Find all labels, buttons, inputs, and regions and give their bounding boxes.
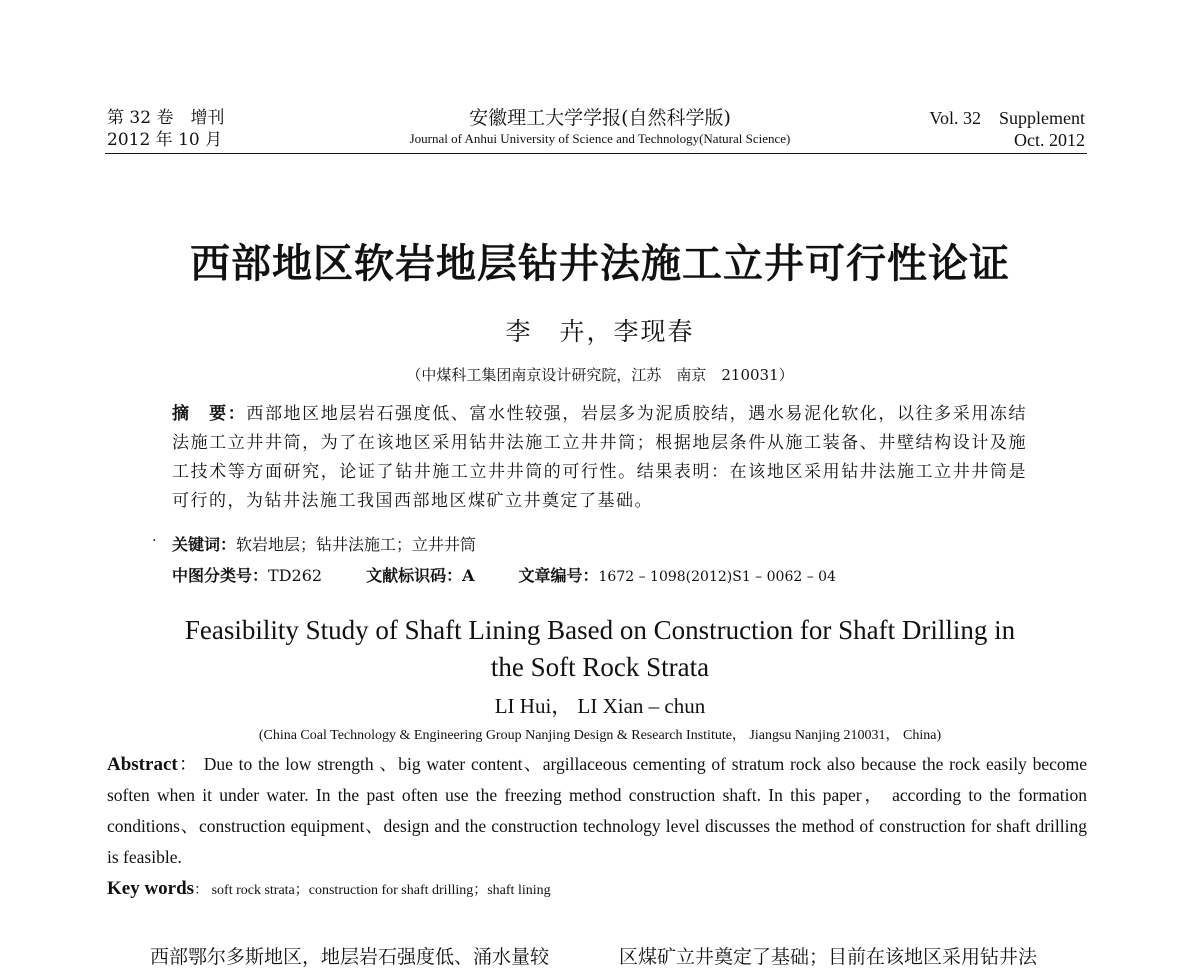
body-right-column-line: 区煤矿立井奠定了基础；目前在该地区采用钻井法 xyxy=(619,946,1038,968)
affiliation-en: (China Coal Technology & Engineering Group Nanjing Design & Research Institute， Jiangsu Nanjing 210031， China) xyxy=(258,728,942,743)
keywords-en-label: Key words xyxy=(107,878,195,899)
keywords-cn-label: 关键词： xyxy=(172,535,237,554)
margin-dot: · xyxy=(152,533,157,549)
doc-code-value: A xyxy=(462,566,475,585)
journal-name-cn: 安徽理工大学学报(自然科学版) xyxy=(469,107,731,129)
header-rule xyxy=(105,153,1087,154)
doc-code-label: 文献标识码： xyxy=(366,566,463,585)
journal-name-en: Journal of Anhui University of Science and Technology(Natural Science) xyxy=(409,131,791,146)
paper-title-cn: 西部地区软岩地层钻井法施工立井可行性论证 xyxy=(190,240,1010,287)
volume-supplement: Vol. 32 Supplement xyxy=(929,108,1085,128)
issue-date-en: Oct. 2012 xyxy=(1014,130,1085,150)
abstract-en-label: Abstract xyxy=(107,754,178,775)
paper-title-en-line1: Feasibility Study of Shaft Lining Based on Construction for Shaft Drilling in xyxy=(184,615,1016,645)
journal-volume-en xyxy=(929,107,1085,151)
body-left-column-line: 西部鄂尔多斯地区，地层岩石强度低、涌水量较 xyxy=(150,946,550,968)
keywords-en-text: ： soft rock strata；construction for shaft drilling；shaft lining xyxy=(194,883,551,898)
authors-en: LI Hui， LI Xian – chun xyxy=(494,694,706,718)
abstract-cn-label: 摘 要： xyxy=(172,404,247,424)
keywords-cn xyxy=(172,532,476,555)
authors-cn: 李 卉，李现春 xyxy=(505,317,695,346)
journal-name xyxy=(300,106,900,148)
issue-date: 2012 年 10 月 xyxy=(107,130,223,150)
abstract-cn xyxy=(172,400,1027,516)
keywords-en xyxy=(107,878,551,900)
abstract-en-text: ： Due to the low strength 、big water content、argillaceous cementing of stratum rock also because the rock easily become soften when it under water. In the past often use the freezing method construction shaft. In this paper， according to the formation conditions、construction equipment、design and the construction technology level discusses the method of construction for shaft drilling is feasible. xyxy=(107,754,1087,867)
article-id-label: 文章编号： xyxy=(518,566,599,585)
abstract-en xyxy=(107,749,1087,873)
affiliation-cn: （中煤科工集团南京设计研究院，江苏 南京 210031） xyxy=(406,366,794,384)
paper-title-en-line2: the Soft Rock Strata xyxy=(490,652,710,682)
paper-title-en xyxy=(0,612,1200,686)
keywords-cn-text: 软岩地层；钻井法施工；立井井筒 xyxy=(236,535,477,554)
abstract-cn-text: 西部地区地层岩石强度低、富水性较强，岩层多为泥质胶结，遇水易泥化软化，以往多采用冻结法施工立井井筒，为了在该地区采用钻井法施工立井井筒；根据地层条件从施工装备、井壁结构设计及施工技术等方面研究，论证了钻井施工立井井筒的可行性。结果表明：在该地区采用钻井法施工立井井筒是可行的，为钻井法施工我国西部地区煤矿立井奠定了基础。 xyxy=(172,404,1028,511)
clc-label: 中图分类号： xyxy=(172,566,269,585)
article-id-value: 1672 – 1098(2012)S1 – 0062 – 04 xyxy=(598,569,836,585)
clc-value: TD262 xyxy=(268,566,323,585)
journal-volume xyxy=(107,107,224,151)
classification-line xyxy=(172,563,836,586)
volume-issue: 第 32 卷 增刊 xyxy=(107,108,225,128)
